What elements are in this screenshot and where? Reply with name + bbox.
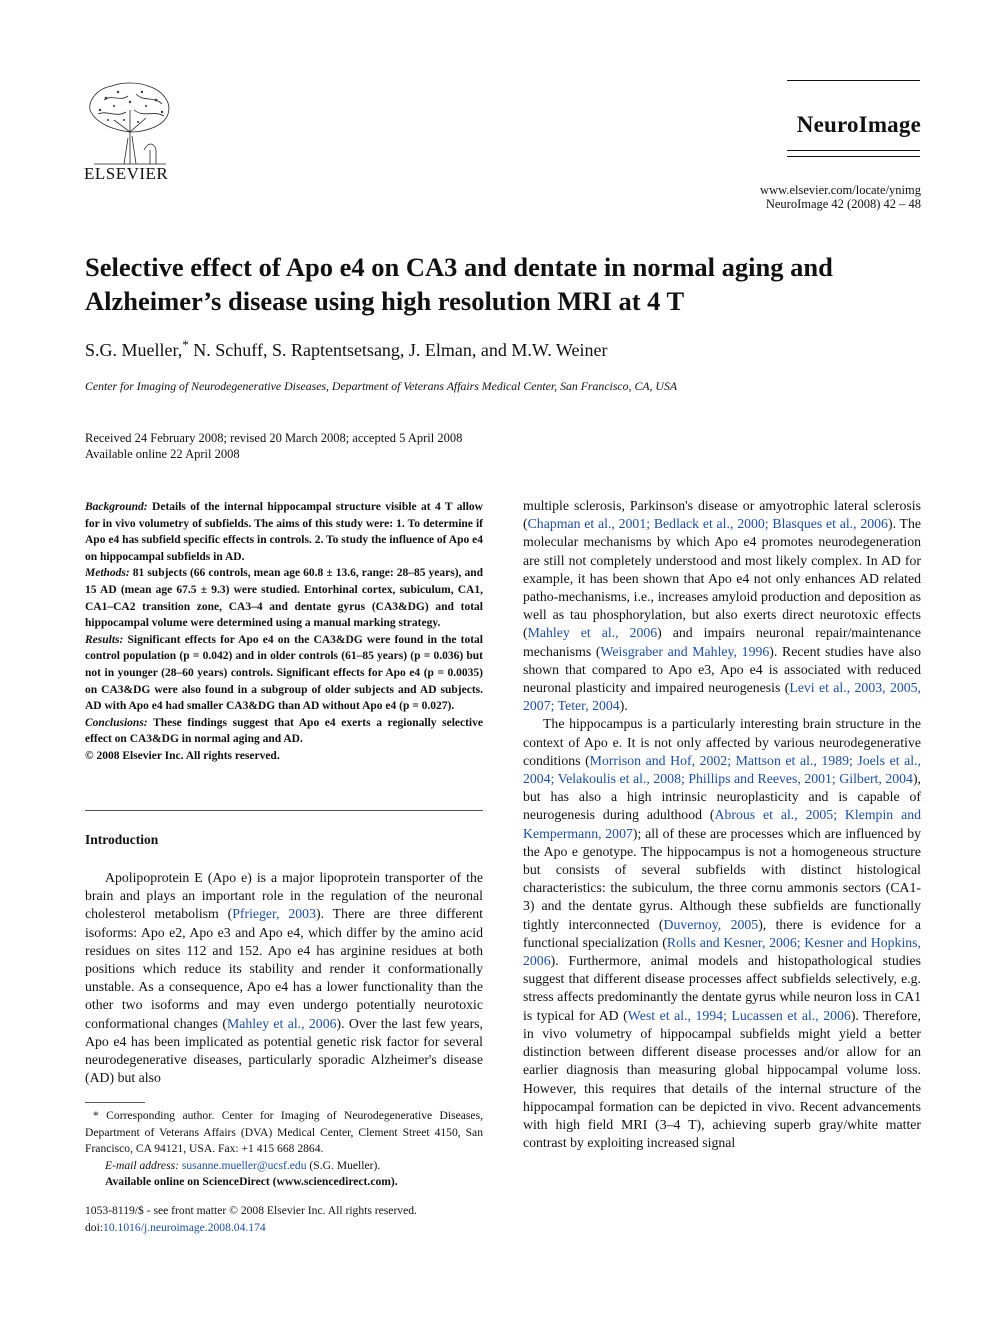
email-owner: (S.G. Mueller).	[306, 1158, 381, 1172]
corresponding-author-mark[interactable]: *	[182, 337, 189, 352]
footnote-divider	[85, 1102, 145, 1103]
citation-link[interactable]: Mahley et al., 2006	[226, 1015, 337, 1031]
citation-link[interactable]: West et al., 1994; Lucassen et al., 2006	[627, 1007, 851, 1023]
text-run: ), there is evidence for a functional specialization (	[523, 916, 921, 950]
text-run: ). The molecular mechanisms by which Apo e4 promotes neurodegeneration are still not completely understood and most likely complex. In AD for example, it has been shown that Apo e4 not only enhances AD related patho-mechanisms, i.e., increases amyloid production and deposition as well as tau phosphorylation, but also exerts direct neurotoxic effects (	[523, 516, 921, 641]
abstract-background-text: Details of the internal hippocampal structure visible at 4 T allow for in vivo volumetry of subfields. The aims of this study were: 1. To determine if Apo e4 has subfield specific effects in controls. 2. To study the influence of Apo e4 on hippocampal subfields in AD.	[85, 501, 483, 563]
online-date: Available online 22 April 2008	[85, 447, 240, 461]
citation-link[interactable]: Rolls and Kesner, 2006; Kesner and Hopkins, 2006	[523, 934, 921, 969]
citation-link[interactable]: Mahley et al., 2006	[527, 625, 658, 641]
citation-link[interactable]: Weisgraber and Mahley, 1996	[600, 643, 770, 659]
front-matter	[85, 1203, 483, 1236]
journal-url[interactable]: www.elsevier.com/locate/ynimg	[760, 183, 921, 197]
text-run: ). Over the last few years, Apo e4 has been implicated as potential genetic risk factor for several neurodegenerative diseases, particularly sporadic Alzheimer's disease (AD) but also	[85, 1015, 483, 1086]
text-run: ). Furthermore, animal models and histopathological studies suggest that different disease processes affect subfields selectively, e.g. stress affects predominantly the dentate gyrus while neuron loss in CA1 is typical for AD (	[523, 953, 921, 1023]
citation-link[interactable]: Morrison and Hof, 2002; Mattson et al., 1989; Joels et al., 2004; Velakoulis et al., 2008; Phillips and Reeves, 2001; Gilbert, 2004	[523, 752, 921, 787]
citation-link[interactable]: Levi et al., 2003, 2005, 2007; Teter, 2004	[523, 680, 921, 714]
section-heading-introduction: Introduction	[85, 832, 159, 847]
doi-link[interactable]: 10.1016/j.neuroimage.2008.04.174	[103, 1220, 266, 1234]
text-run: ).	[619, 698, 628, 714]
abstract-conclusions-text: These findings suggest that Apo e4 exerts a regionally selective effect on CA3&DG in normal aging and AD.	[85, 716, 483, 746]
text-run: ), but has also a high intrinsic neuroplasticity and is capable of neurogenesis during adulthood (	[523, 771, 921, 823]
article-title: Selective effect of Apo e4 on CA3 and dentate in normal aging and Alzheimer’s disease using high resolution MRI at 4 T	[85, 252, 833, 316]
abstract-results	[85, 632, 483, 715]
abstract-methods-label: Methods:	[85, 567, 130, 580]
citation-link[interactable]: Duvernoy, 2005	[663, 916, 759, 932]
sciencedirect-note: Available online on ScienceDirect (www.sciencedirect.com).	[105, 1175, 398, 1188]
article-dates	[85, 430, 685, 462]
journal-rule-bottom	[787, 150, 920, 151]
footnote	[85, 1108, 483, 1191]
journal-info	[700, 183, 921, 211]
text-run: ). Therefore, in vivo volumetry of hippocampal subfields might yield a better distinction between different disease processes and/or allow for an earlier diagnosis than measuring global hippocampal volume loss. However, this requires that details of the internal structure of the hippocampal formation can be depicted in vivo. Recent advancements with high field MRI (3–4 T), achieving superb gray/white matter contrast by exploiting increased signal	[523, 1007, 921, 1151]
doi-label: doi:	[85, 1220, 104, 1234]
journal-citation: NeuroImage 42 (2008) 42 – 48	[765, 197, 921, 211]
footnote-text: Corresponding author. Center for Imaging of Neurodegenerative Diseases, Department of Veterans Affairs (DVA) Medical Center, Clement Street 4150, San Francisco, CA 94121, USA. Fax: +1 415 668 2864.	[85, 1109, 483, 1155]
body-paragraph	[523, 497, 921, 715]
abstract-results-label: Results:	[85, 633, 124, 646]
footnote-mark: *	[93, 1109, 99, 1122]
citation-link[interactable]: Pfrieger, 2003	[232, 906, 316, 922]
abstract-methods-text: 81 subjects (66 controls, mean age 60.8 ± 13.6, range: 28–85 years), and 15 AD (mean age 67.5 ± 9.3) were studied. Entorhinal cortex, subiculum, CA1, CA1–CA2 transition zone, CA3–4 and dentate gyrus (CA3&DG) and total hippocampal volume were determined using a manual marking strategy.	[85, 567, 483, 630]
text-run: ) and impairs neuronal repair/maintenance mechanisms (	[523, 625, 921, 659]
footnote-email	[85, 1158, 483, 1175]
abstract-results-text: Significant effects for Apo e4 on the CA3&DG were found in the total control population (p = 0.042) and in older controls (61–85 years) (p = 0.036) but not in younger (28–60 years) controls. Significant effects for Apo e4 (p = 0.0035) on CA3&DG were also found in a subgroup of older subjects and AD subjects. AD with Apo e4 had smaller CA3&DG than AD without Apo e4 (p = 0.027).	[85, 633, 483, 713]
tree-logo-icon	[84, 80, 176, 166]
abstract-conclusions-label: Conclusions:	[85, 716, 148, 729]
author-list	[85, 337, 925, 361]
journal-rule-bottom-thin	[787, 156, 920, 157]
doi-line	[85, 1220, 483, 1237]
abstract-methods	[85, 565, 483, 631]
issn-line: 1053-8119/$ - see front matter © 2008 Elsevier Inc. All rights reserved.	[85, 1204, 417, 1217]
abstract-background	[85, 499, 483, 565]
email-link[interactable]: susanne.mueller@ucsf.edu	[181, 1158, 307, 1172]
email-label: E-mail address:	[105, 1158, 179, 1172]
text-run: The hippocampus is a particularly interesting brain structure in the context of Apo e. It is not only affected by various neurodegenerative conditions (	[523, 716, 921, 768]
received-dates: Received 24 February 2008; revised 20 March 2008; accepted 5 April 2008	[85, 431, 463, 445]
author-first: S.G. Mueller,	[85, 340, 183, 360]
text-run: ). There are three different isoforms: Apo e2, Apo e3 and Apo e4, which differ by the amino acid residues on sites 112 and 152. Apo e4 has arginine residues at both positions which reduce its stability and render it conformationally unstable. As a consequence, Apo e4 has a lower functionality than the other two isoforms and may even undergo potentially neurotoxic conformational changes (	[85, 906, 483, 1031]
introduction-body	[85, 869, 483, 1087]
abstract-background-label: Background:	[85, 501, 148, 513]
abstract	[85, 499, 483, 765]
abstract-conclusions	[85, 715, 483, 748]
abstract-copyright: © 2008 Elsevier Inc. All rights reserved.	[85, 749, 280, 762]
introduction-paragraph	[85, 869, 483, 1087]
footnote-corresponding	[85, 1108, 483, 1158]
abstract-divider	[85, 810, 483, 811]
citation-link[interactable]: Abrous et al., 2005; Klempin and Kempermann, 2007	[523, 807, 921, 841]
text-run: multiple sclerosis, Parkinson's disease or amyotrophic lateral sclerosis (	[523, 498, 921, 532]
text-run: Apolipoprotein E (Apo e) is a major lipoprotein transporter of the brain and plays an important role in the regulation of the neuronal cholesterol metabolism (	[85, 870, 483, 922]
citation-link[interactable]: Chapman et al., 2001; Bedlack et al., 2000; Blasques et al., 2006	[527, 516, 888, 532]
text-run: ); all of these are processes which are influenced by the Apo e genotype. The hippocampus is not a homogeneous structure but consists of several subfields with distinct histological characteristics: the subiculum, the three cornu ammonis sectors (CA1-3) and the dentate gyrus. Although these subfields are functionally tightly interconnected (	[523, 825, 921, 932]
affiliation: Center for Imaging of Neurodegenerative Diseases, Department of Veterans Affairs Medical Center, San Francisco, CA, USA	[85, 379, 678, 393]
text-run: ). Recent studies have also shown that compared to Apo e3, Apo e4 is associated with reduced neuronal plasticity and impaired neurogenesis (	[523, 643, 921, 696]
body-paragraph	[523, 715, 921, 1152]
author-rest: N. Schuff, S. Raptentsetsang, J. Elman, and M.W. Weiner	[188, 340, 608, 360]
publisher-name: ELSEVIER	[84, 164, 169, 183]
journal-rule-top	[787, 80, 920, 81]
right-column-body	[523, 497, 921, 1152]
journal-name: NeuroImage	[796, 112, 921, 137]
